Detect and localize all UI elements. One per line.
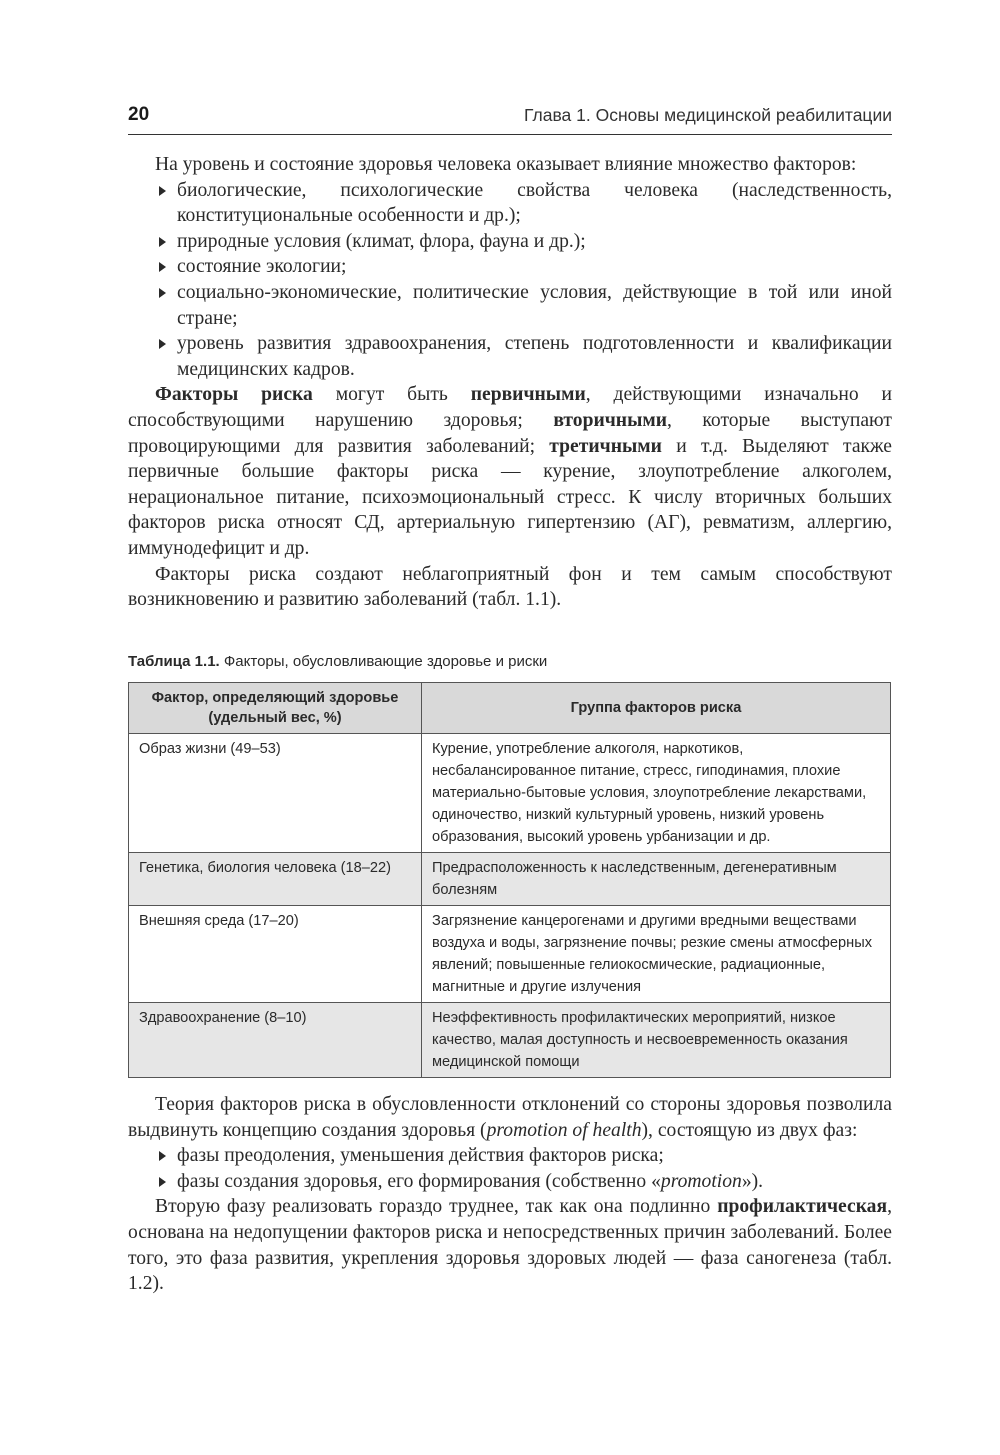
factors-table — [128, 682, 891, 1078]
table-caption-text: Факторы, обусловливающие здоровье и риски — [219, 653, 548, 670]
text-run: , основана на недопущении факторов риска и непосредственных причин заболеваний. Более того, это фаза развития, укрепления здоровья здоровых людей — фаза саногенеза (табл. 1.2). — [128, 1196, 892, 1295]
table-header-row — [129, 683, 891, 734]
table-caption-label: Таблица 1.1. — [128, 653, 220, 670]
list-item-text: фазы преодоления, уменьшения действия факторов риска; — [177, 1145, 664, 1167]
table-cell-risks: Неэффективность профилактических мероприятий, низкое качество, малая доступность и несвоевременность оказания медицинской помощи — [422, 1003, 891, 1078]
upper-text-block — [128, 152, 893, 613]
background-paragraph: Факторы риска создают неблагоприятный фон и тем самым способствуют возникновению и развитию заболеваний (табл. 1.1). — [128, 563, 892, 611]
bullet-triangle-icon — [159, 237, 166, 247]
text-run: ), состоящую из двух фаз: — [641, 1119, 858, 1141]
bullet-triangle-icon — [159, 288, 166, 298]
term-secondary: вторичными — [553, 409, 668, 431]
text-run: могут быть — [312, 384, 471, 406]
phases-list — [155, 1143, 892, 1194]
list-item-text: состояние экологии; — [177, 256, 347, 278]
text-run: , действующими изначально и способствующими нарушению здоровья; — [128, 384, 892, 431]
theory-paragraph — [128, 1092, 892, 1143]
bullet-triangle-icon — [159, 186, 166, 196]
table-cell-risks: Загрязнение канцерогенами и другими вредными веществами воздуха и воды, загрязнение почвы; резкие смены атмосферных явлений; повышенные гелиокосмические, радиационные, магнитные и другие излучения — [422, 906, 891, 1003]
table-cell-factor: Внешняя среда (17–20) — [129, 906, 422, 1003]
list-item — [155, 178, 892, 229]
table-row — [129, 734, 891, 853]
term-prophylactic: профилактическая — [717, 1196, 888, 1218]
text-run: Теория факторов риска в обусловленности отклонений со стороны здоровья позволила выдвинуть концепцию создания здоровья ( — [128, 1094, 892, 1141]
table-cell-risks: Курение, употребление алкоголя, наркотиков, несбалансированное питание, стресс, гиподинамия, плохие материально-бытовые условия, злоупотребление лекарствами, одиночество, низкий культурный уровень, низкий уровень образования, высокий уровень урбанизации и др. — [422, 734, 891, 853]
list-item — [155, 229, 892, 255]
table-row — [129, 853, 891, 906]
list-item — [155, 1169, 892, 1195]
bullet-triangle-icon — [159, 1177, 166, 1187]
table-row — [129, 1003, 891, 1078]
factors-list — [155, 178, 892, 383]
list-item — [155, 280, 892, 331]
list-item — [155, 331, 892, 382]
list-item-text: социально-экономические, политические условия, действующие в той или иной стране; — [177, 281, 892, 329]
table-cell-risks: Предрасположенность к наследственным, дегенеративным болезням — [422, 853, 891, 906]
page-number: 20 — [128, 104, 150, 125]
term-tertiary: третичными — [549, 435, 662, 457]
risk-factors-paragraph — [128, 382, 892, 561]
list-item-text: уровень развития здравоохранения, степень подготовленности и квалификации медицинских кадров. — [177, 333, 892, 380]
list-item-text: фазы создания здоровья, его формирования (собственно « — [177, 1170, 661, 1192]
list-item — [155, 1143, 892, 1169]
term-promotion-of-health: promotion of health — [486, 1119, 642, 1141]
bullet-triangle-icon — [159, 1151, 166, 1161]
table-header-factor: Фактор, определяющий здоровье (удельный вес, %) — [129, 683, 422, 734]
table-cell-factor: Генетика, биология человека (18–22) — [129, 853, 422, 906]
lower-text-block — [128, 1092, 892, 1297]
text-run: Вторую фазу реализовать гораздо труднее, так как она подлинно — [155, 1196, 718, 1218]
running-title: Глава 1. Основы медицинской реабилитации — [524, 105, 892, 125]
header-rule — [128, 134, 892, 135]
second-phase-paragraph — [128, 1194, 892, 1296]
text-run: и т.д. Выделяют также первичные большие факторы риска — курение, злоупотребление алкоголем, нерациональное питание, психоэмоциональный стресс. К числу вторичных больших факторов риска относят СД, артериальную гипертензию (АГ), ревматизм, аллергию, иммунодефицит и др. — [128, 435, 893, 559]
term-promotion: promotion — [660, 1170, 742, 1192]
table-header-risk-group: Группа факторов риска — [422, 683, 891, 734]
list-item-text: биологические, психологические свойства человека (наследственность, конституциональные особенности и др.); — [177, 179, 892, 227]
list-item-text: природные условия (климат, флора, фауна и др.); — [177, 230, 586, 252]
table-row — [129, 906, 891, 1003]
term-risk-factors: Факторы риска — [155, 384, 313, 406]
bullet-triangle-icon — [159, 339, 166, 349]
bullet-triangle-icon — [159, 262, 166, 272]
table-cell-factor: Образ жизни (49–53) — [129, 734, 422, 853]
list-item-text: »). — [741, 1170, 764, 1192]
table-caption — [128, 653, 547, 670]
text-run: , которые выступают провоцирующими для развития заболеваний; — [128, 409, 892, 457]
page-header — [128, 104, 892, 130]
list-item — [155, 254, 892, 280]
term-primary: первичными — [470, 384, 586, 406]
table-cell-factor: Здравоохранение (8–10) — [129, 1003, 422, 1078]
intro-paragraph: На уровень и состояние здоровья человека оказывает влияние множество факторов: — [155, 154, 857, 175]
